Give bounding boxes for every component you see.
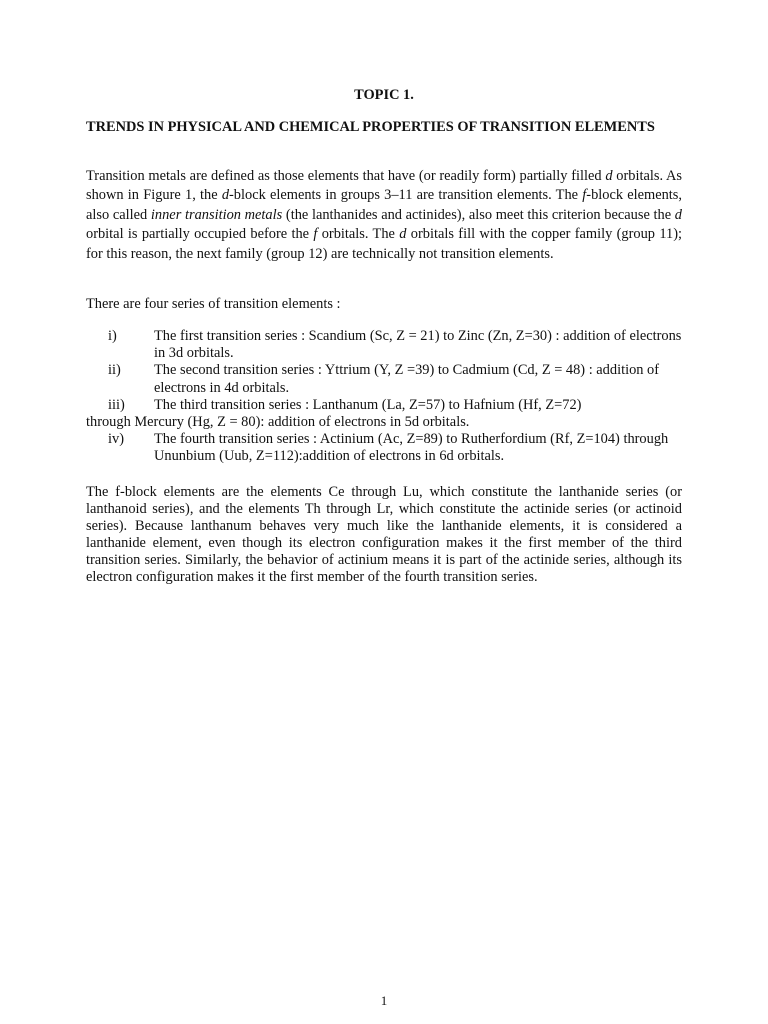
list-item-number: iv)	[108, 431, 124, 448]
para1-text-1: Transition metals are defined as those elements that have (or readily form) partially filled	[86, 168, 606, 184]
para1-italic-f-2: f	[313, 226, 318, 243]
f-block-paragraph: The f-block elements are the elements Ce through Lu, which constitute the lanthanide series (or lanthanoid series), and the elements Th through Lr, which constitute the actinide series (or actinoid series). Because lanthanum behaves very much like the lanthanide elements, it is considered a lanthanide element, even though its electron configuration makes it the first member of the third transition series. Similarly, the behavior of actinium means it is part of the actinide series, although its electron configuration makes it the first member of the fourth transition series.	[86, 484, 682, 586]
para1-text-5: (the lanthanides and actinides), also meet this criterion because the	[282, 206, 675, 223]
para1-italic-d-3: d	[674, 206, 682, 223]
para1-italic-d-1: d	[605, 168, 613, 184]
series-list	[86, 328, 682, 466]
para1-italic-f-1: f	[582, 187, 587, 204]
para1-text-2: orbitals. As shown in Figure 1, the	[86, 168, 683, 204]
list-item-number: iii)	[108, 396, 125, 413]
para1-text-6: orbital is partially occupied before the	[86, 226, 314, 243]
list-item-text: The first transition series : Scandium (Sc, Z = 21) to Zinc (Zn, Z=30) : addition of electrons in 3d orbitals.	[154, 328, 682, 362]
para1-text-4: -block elements, also called	[86, 187, 683, 223]
list-item	[86, 362, 682, 396]
para1-text-3: -block elements in groups 3–11 are transition elements. The	[229, 187, 583, 204]
list-item	[86, 397, 682, 414]
para1-text-8: orbitals fill with the copper family (group 11); for this reason, the next family (group 12) are technically not transition elements.	[86, 226, 682, 262]
list-item-text: The fourth transition series : Actinium (Ac, Z=89) to Rutherfordium (Rf, Z=104) through Ununbium (Uub, Z=112):addition of electrons in 6d orbitals.	[154, 431, 669, 465]
para1-italic-d-4: d	[399, 226, 407, 243]
para1-text-7: orbitals. The	[317, 226, 400, 243]
para1-italic-inner-transition-metals: inner transition metals	[150, 206, 283, 223]
list-item-text: The third transition series : Lanthanum (La, Z=57) to Hafnium (Hf, Z=72)	[154, 396, 582, 413]
series-intro: There are four series of transition elements :	[86, 296, 341, 312]
list-item	[86, 328, 682, 362]
page-number: 1	[380, 993, 388, 1008]
section-heading: TRENDS IN PHYSICAL AND CHEMICAL PROPERTIES OF TRANSITION ELEMENTS	[86, 119, 655, 135]
list-item-number: i)	[108, 328, 117, 344]
list-item	[86, 431, 682, 465]
para1-italic-d-2: d	[221, 187, 230, 204]
list-item-number: ii)	[108, 362, 121, 379]
topic-title: TOPIC 1.	[354, 87, 414, 103]
list-item-continuation: through Mercury (Hg, Z = 80): addition of electrons in 5d orbitals.	[86, 414, 470, 431]
definition-paragraph	[86, 167, 682, 264]
list-item-text: The second transition series : Yttrium (Y, Z =39) to Cadmium (Cd, Z = 48) : addition of electrons in 4d orbitals.	[154, 362, 660, 396]
